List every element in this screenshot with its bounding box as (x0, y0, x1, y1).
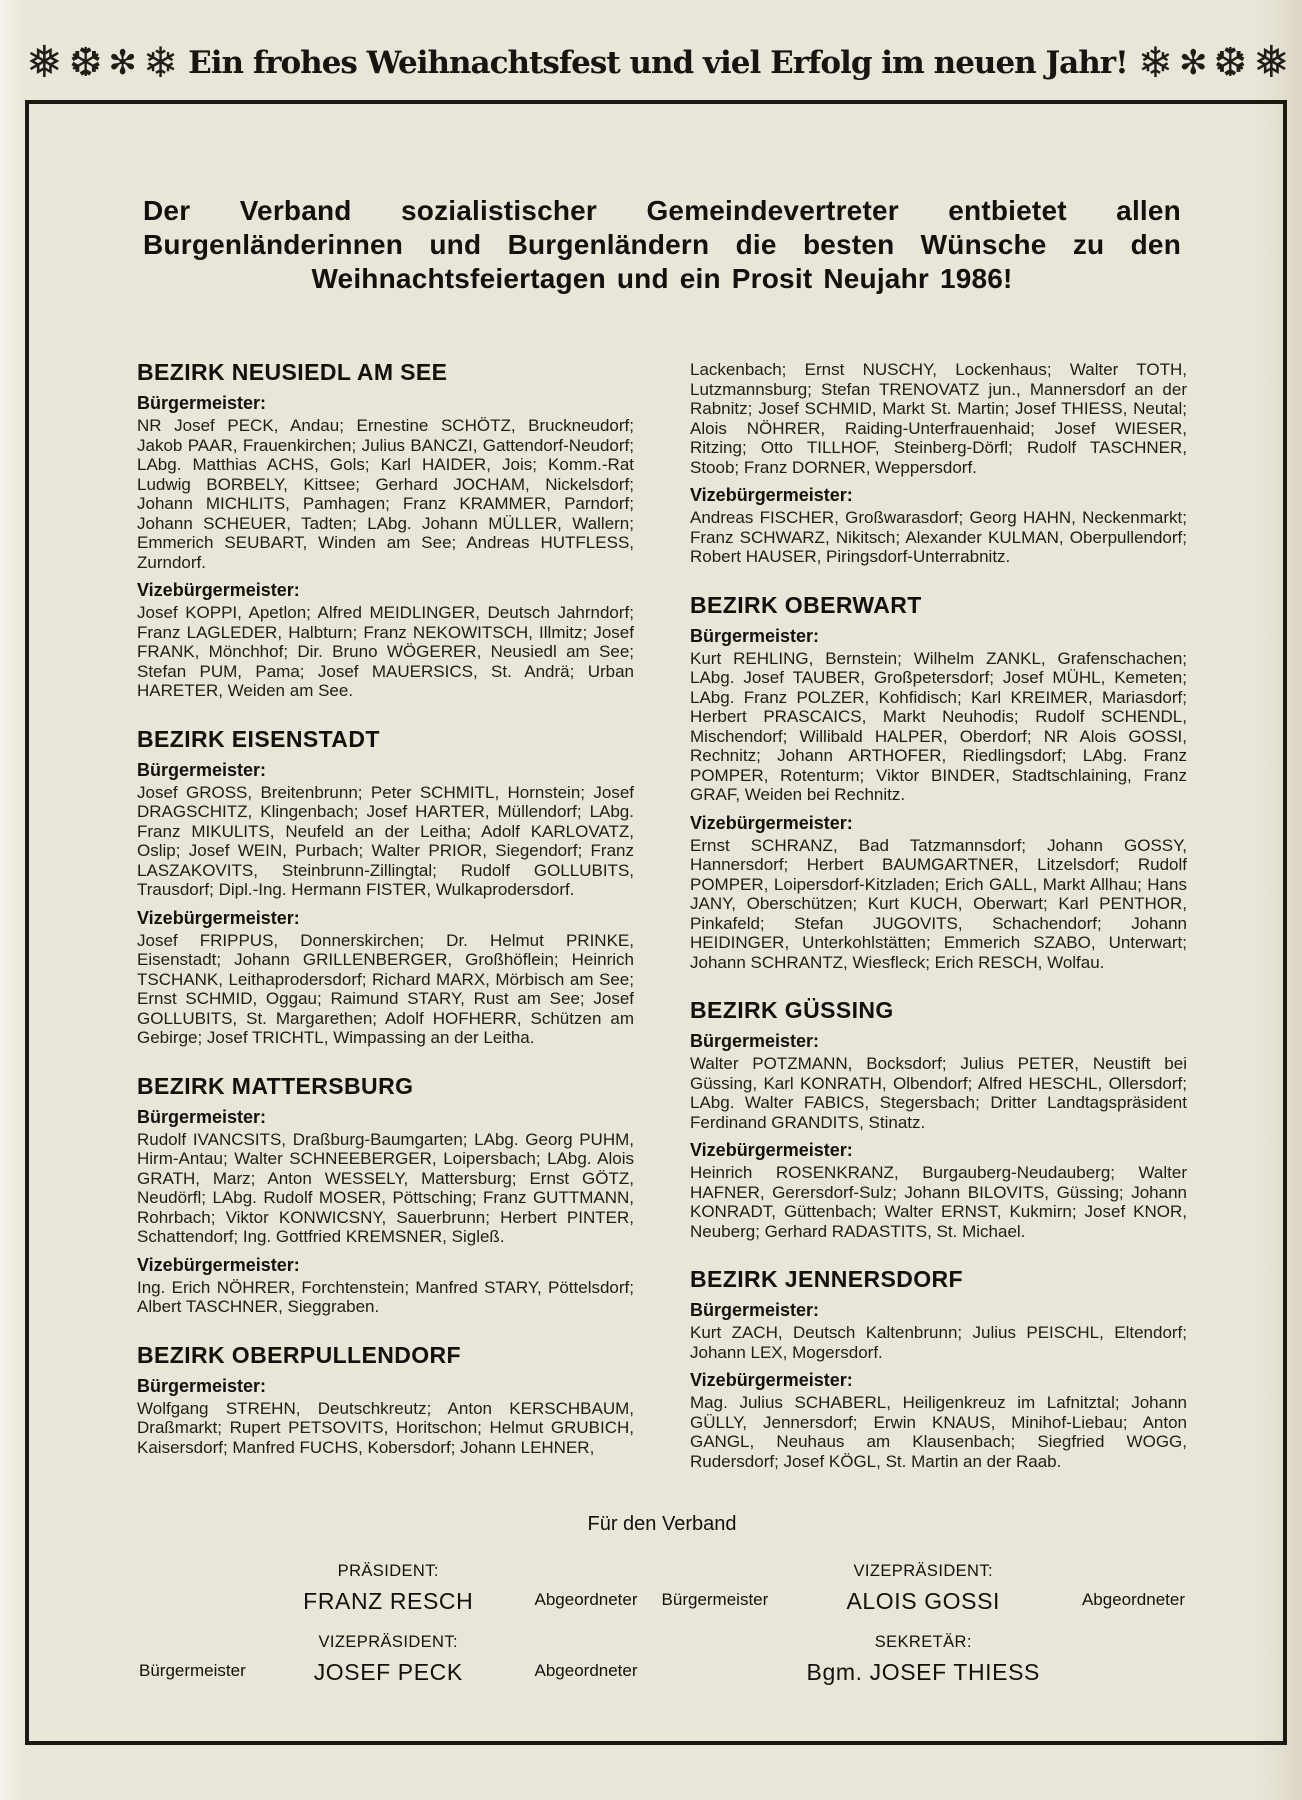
signature-role-left (139, 1610, 279, 1615)
signature-role-left (662, 1681, 802, 1686)
office-role-label: Bürgermeister: (137, 393, 267, 413)
office-role-label: Bürgermeister: (137, 1106, 267, 1127)
announcement-title: Der Verband sozialistischer Gemeindevertreter entbietet allen Burgenländerinnen und Burgenländern die besten Wünsche zu den Weihnachtsfeiertagen und ein Prosit Neujahr 1986! (143, 195, 1181, 294)
office-names-text: Wolfgang STREHN, Deutschkreutz; Anton KERSCHBAUM, Draßmarkt; Rupert PETSOVITS, Horitschon; Helmut GRUBICH, Kaisersdorf; Manfred FUCHS, Kobersdorf; Johann LEHNER, (137, 1398, 634, 1457)
office-entry (690, 813, 1187, 973)
office-entry (690, 360, 1187, 477)
office-names-text: Ing. Erich NÖHRER, Forchtenstein; Manfred STARY, Pöttelsdorf; Albert TASCHNER, Sieggraben. (137, 1277, 634, 1316)
bezirk-section (137, 1074, 634, 1317)
office-role-label: Bürgermeister: (690, 1300, 820, 1320)
bezirk-heading: BEZIRK GÜSSING (690, 997, 894, 1023)
signature-center (279, 1562, 498, 1615)
bezirk-section (137, 1343, 634, 1458)
office-role-label: Vizebürgermeister: (690, 1370, 853, 1390)
signature-office-title: PRÄSIDENT: (337, 1562, 439, 1580)
snowflake-icon: ❆ (68, 40, 103, 86)
signature-role-right: Abgeordneter (534, 1661, 638, 1680)
bezirk-heading: BEZIRK OBERPULLENDORF (137, 1341, 462, 1368)
snowflake-icon: ❅ (26, 37, 63, 88)
snowflake-icon: ❅ (1252, 37, 1290, 88)
bezirk-heading: BEZIRK JENNERSDORF (690, 1266, 964, 1292)
bezirk-heading: BEZIRK OBERWART (690, 591, 922, 618)
office-entry (690, 626, 1187, 805)
office-entry (137, 580, 634, 701)
signature-grid (137, 1562, 1187, 1686)
office-role-label: Vizebürgermeister: (137, 907, 300, 928)
signature-office-title: VIZEPRÄSIDENT: (853, 1562, 993, 1580)
signature-role-right: Abgeordneter (1081, 1590, 1185, 1609)
office-names-text: Josef GROSS, Breitenbrunn; Peter SCHMITL, Hornstein; Josef DRAGSCHITZ, Klingenbach; Josef HARTER, Müllendorf; LAbg. Franz MIKULITS, Neufeld an der Leitha; Adolf KARLOVATZ, Oslip; Josef WEIN, Purbach; Walter PRIOR, Siegendorf; Franz LASZAKOVITS, Steinbrunn-Zillingtal; Rudolf GOLLUBITS, Trausdorf; Dipl.-Ing. Hermann FISTER, Wulkaprodersdorf. (137, 782, 634, 899)
office-entry (137, 393, 634, 572)
signature-role-right (1045, 1681, 1185, 1686)
bezirk-section (137, 360, 634, 701)
office-names-text: NR Josef PECK, Andau; Ernestine SCHÖTZ, Bruckneudorf; Jakob PAAR, Frauenkirchen; Julius BANCZI, Gattendorf-Neudorf; LAbg. Matthias ACHS, Gols; Karl HAIDER, Jois; Komm.-Rat Ludwig BORBELY, Kittsee; Gerhard JOCHAM, Nickelsdorf; Johann MICHLITS, Pamhagen; Franz KRAMMER, Parndorf; Johann SCHEUER, Tadten; LAbg. Johann MÜLLER, Wallern; Emmerich SEUBART, Winden am See; Andreas HUTFLESS, Zurndorf. (137, 416, 634, 572)
office-names-text: Kurt REHLING, Bernstein; Wilhelm ZANKL, Grafenschachen; LAbg. Josef TAUBER, Großpetersdorf; Josef MÜHL, Kemeten; LAbg. Franz POLZER, Kohfidisch; Karl KREIMER, Mariasdorf; Herbert PRASCAICS, Markt Neuhodis; Rudolf SCHENDL, Mischendorf; Willibald HALPER, Oberdorf; NR Alois GOSSI, Rechnitz; Johann ARTHOFER, Riedlingsdorf; LAbg. Franz POMPER, Rotenturm; Viktor BINDER, Stadtschlaining, Franz GRAF, Weiden bei Rechnitz. (690, 648, 1187, 804)
office-role-label: Bürgermeister: (690, 625, 820, 646)
bezirk-section (690, 1267, 1187, 1471)
snowflake-icon: ✻ (1178, 43, 1208, 83)
announcement-box (25, 100, 1287, 1745)
signature-center (279, 1633, 498, 1686)
office-entry (690, 1140, 1187, 1241)
signature-block (662, 1633, 1185, 1686)
snowflakes-left (26, 37, 179, 88)
bezirk-section (690, 998, 1187, 1241)
office-entry (690, 1370, 1187, 1471)
office-role-label: Bürgermeister: (137, 1375, 267, 1396)
signature-block (139, 1562, 638, 1615)
masthead (0, 0, 1302, 100)
signature-name: ALOIS GOSSI (846, 1588, 1001, 1614)
office-role-label: Vizebürgermeister: (137, 580, 300, 600)
office-role-label: Bürgermeister: (690, 1031, 820, 1051)
office-names-text: Ernst SCHRANZ, Bad Tatzmannsdorf; Johann GOSSY, Hannersdorf; Herbert BAUMGARTNER, Litzelsdorf; Rudolf POMPER, Loipersdorf-Kitzladen; Erich GALL, Markt Allhau; Hans JANY, Oberschützen; Kurt KUCH, Oberwart; Karl PENTHOR, Pinkafeld; Stefan JUGOVITS, Schachendorf; Johann HEIDINGER, Unterkohlstätten; Emmerich SZABO, Unterwart; Johann SCHRANTZ, Wiesfleck; Erich RESCH, Wolfau. (690, 835, 1187, 972)
signature-footer (137, 1513, 1187, 1686)
signature-office-title: VIZEPRÄSIDENT: (318, 1633, 458, 1651)
two-column-body (137, 360, 1187, 1479)
snowflake-icon: ❄ (1137, 38, 1173, 87)
signature-block (662, 1562, 1185, 1615)
office-entry (690, 1031, 1187, 1132)
office-names-text: Josef KOPPI, Apetlon; Alfred MEIDLINGER, Deutsch Jahrndorf; Franz LAGLEDER, Halbturn; Franz NEKOWITSCH, Illmitz; Josef FRANK, Mönchhof; Dir. Bruno WÖGERER, Neusiedl am See; Stefan PUM, Pama; Josef MAUERSICS, St. Andrä; Urban HARETER, Weiden am See. (137, 603, 634, 700)
signature-block (139, 1633, 638, 1686)
bezirk-heading: BEZIRK MATTERSBURG (137, 1072, 414, 1099)
bezirk-section (137, 727, 634, 1048)
signature-office-title: SEKRETÄR: (874, 1633, 972, 1651)
office-entry (690, 1300, 1187, 1362)
office-names-text: Josef FRIPPUS, Donnerskirchen; Dr. Helmut PRINKE, Eisenstadt; Johann GRILLENBERGER, Großhöflein; Heinrich TSCHANK, Leithaprodersdorf; Richard MARX, Mörbisch am See; Ernst SCHMID, Oggau; Raimund STARY, Rust am See; Josef GOLLUBITS, St. Margarethen; Adolf HOFHERR, Schützen am Gebirge; Josef TRICHTL, Wimpassing an der Leitha. (137, 930, 634, 1047)
office-entry (137, 760, 634, 900)
signature-role-left: Bürgermeister (139, 1661, 246, 1680)
bezirk-heading: BEZIRK NEUSIEDL AM SEE (137, 359, 448, 385)
holiday-greeting: Ein frohes Weihnachtsfest und viel Erfolg im neuen Jahr! (188, 45, 1128, 81)
bezirk-heading: BEZIRK EISENSTADT (137, 725, 380, 752)
office-role-label: Bürgermeister: (137, 759, 267, 780)
snowflake-icon: ❄ (142, 38, 179, 87)
signature-role-right: Abgeordneter (534, 1590, 638, 1609)
bezirk-section (690, 360, 1187, 567)
right-column (690, 360, 1187, 1479)
office-entry (137, 1107, 634, 1247)
office-role-label: Vizebürgermeister: (690, 485, 853, 505)
signature-name: JOSEF PECK (313, 1659, 463, 1685)
office-role-label: Vizebürgermeister: (690, 812, 853, 833)
office-role-label: Vizebürgermeister: (690, 1140, 853, 1160)
office-names-text: Rudolf IVANCSITS, Draßburg-Baumgarten; LAbg. Georg PUHM, Hirm-Antau; Walter SCHNEEBERGER, Loipersbach; LAbg. Alois GRATH, Marz; Anton WESSELY, Mattersburg; Ernst GÖTZ, Neudörfl; LAbg. Rudolf MOSER, Pöttsching; Franz GUTTMANN, Rohrbach; Viktor KONWICSNY, Sauerbrunn; Herbert PINTER, Schattendorf; Ing. Gottfried KREMSNER, Sigleß. (137, 1129, 634, 1246)
office-names-text: Heinrich ROSENKRANZ, Burgauberg-Neudauberg; Walter HAFNER, Gerersdorf-Sulz; Johann BILOVITS, Güssing; Johann KONRADT, Güttenbach; Walter ERNST, Kukmirn; Josef KNOR, Neuberg; Gerhard RADASTITS, St. Michael. (690, 1163, 1187, 1241)
office-role-label: Vizebürgermeister: (137, 1254, 300, 1275)
bezirk-section (690, 593, 1187, 973)
office-entry (137, 1376, 634, 1458)
left-column (137, 360, 634, 1479)
snowflake-icon: ❆ (1213, 40, 1247, 86)
for-the-association-line: Für den Verband (587, 1513, 737, 1535)
signature-name: Bgm. JOSEF THIESS (806, 1659, 1040, 1685)
signature-center (802, 1633, 1045, 1686)
snowflakes-right (1137, 37, 1290, 88)
signature-role-left: Bürgermeister (661, 1590, 769, 1609)
signature-center (802, 1562, 1045, 1615)
office-names-text: Andreas FISCHER, Großwarasdorf; Georg HAHN, Neckenmarkt; Franz SCHWARZ, Nikitsch; Alexander KULMAN, Oberpullendorf; Robert HAUSER, Piringsdorf-Unterrabnitz. (690, 508, 1187, 566)
snowflake-icon: ✻ (108, 43, 137, 83)
office-entry (690, 485, 1187, 567)
office-entry (137, 908, 634, 1048)
office-entry (137, 1255, 634, 1317)
signature-name: FRANZ RESCH (303, 1588, 474, 1614)
office-names-text: Mag. Julius SCHABERL, Heiligenkreuz im Lafnitztal; Johann GÜLLY, Jennersdorf; Erwin KNAUS, Minihof-Liebau; Anton GANGL, Neuhaus am Klausenbach; Siegfried WOGG, Rudersdorf; Josef KÖGL, St. Martin an der Raab. (690, 1393, 1187, 1471)
office-names-text: Lackenbach; Ernst NUSCHY, Lockenhaus; Walter TOTH, Lutzmannsburg; Stefan TRENOVATZ jun., Mannersdorf an der Rabnitz; Josef SCHMID, Markt St. Martin; Josef THIESS, Neutal; Alois NÖHRER, Raiding-Unterfrauenhaid; Josef WIESER, Ritzing; Otto TILLHOF, Steinberg-Dörfl; Rudolf TASCHNER, Stoob; Franz DORNER, Weppersdorf. (690, 360, 1187, 477)
office-names-text: Kurt ZACH, Deutsch Kaltenbrunn; Julius PEISCHL, Eltendorf; Johann LEX, Mogersdorf. (690, 1323, 1187, 1362)
office-names-text: Walter POTZMANN, Bocksdorf; Julius PETER, Neustift bei Güssing, Karl KONRATH, Olbendorf; Alfred HESCHL, Ollersdorf; LAbg. Walter FABICS, Stegersbach; Dritter Landtagspräsident Ferdinand GRANDITS, Stinatz. (690, 1054, 1187, 1132)
